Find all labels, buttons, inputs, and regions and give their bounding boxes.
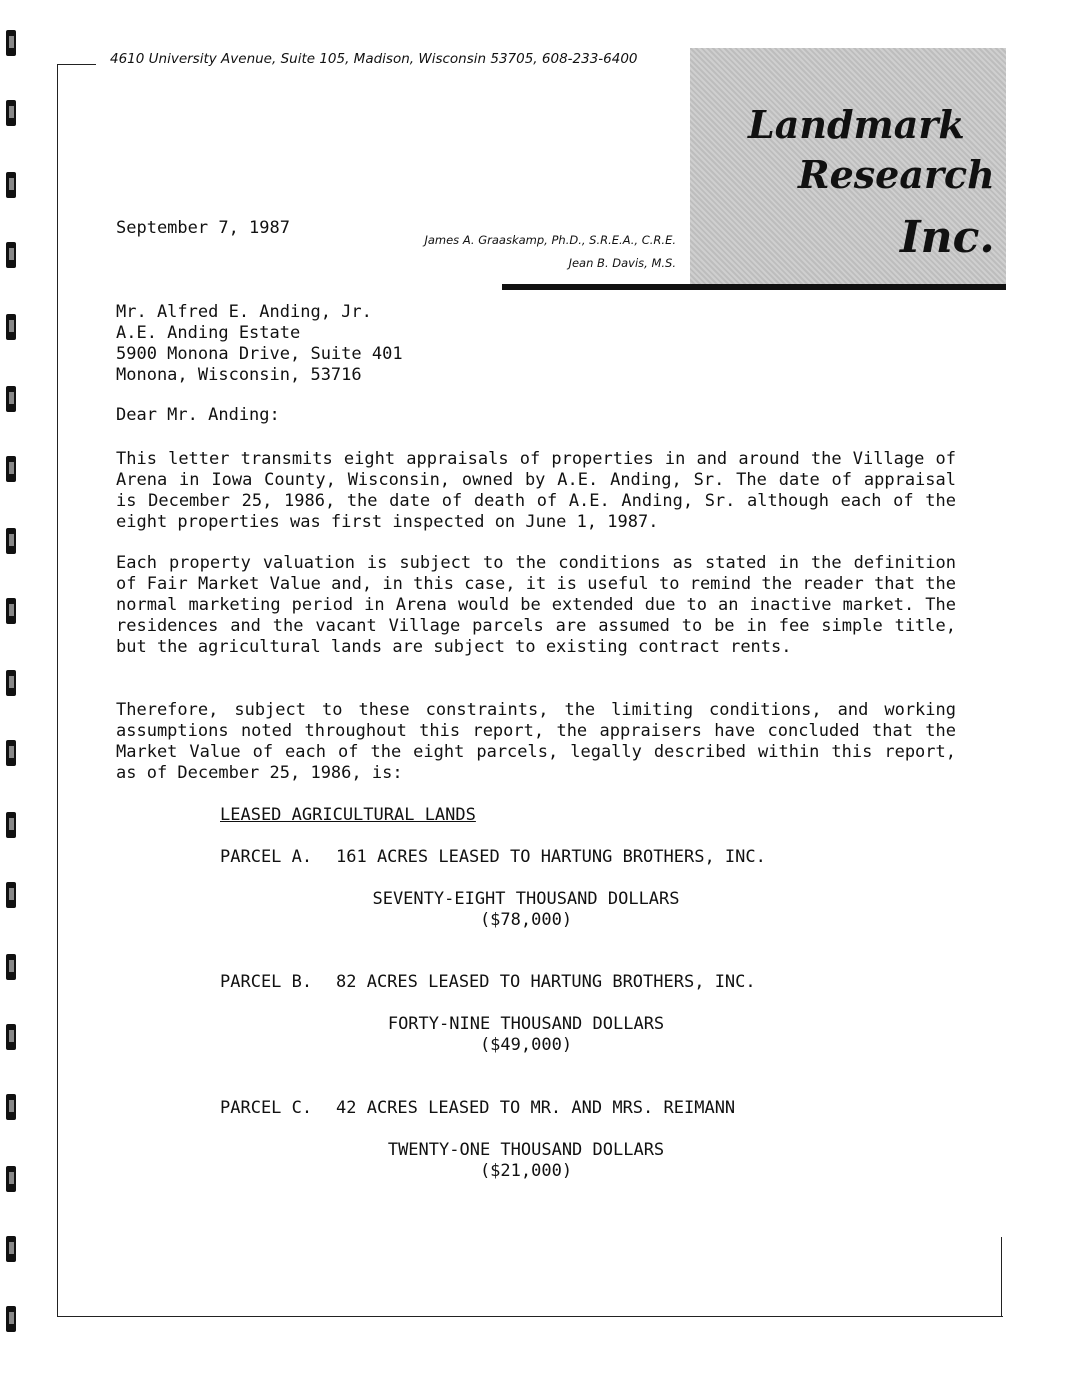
binder-hole <box>6 954 16 980</box>
binder-hole <box>6 812 16 838</box>
staff-name: James A. Graaskamp, Ph.D., S.R.E.A., C.R.E. <box>424 233 676 247</box>
parcel-value <box>316 1014 736 1056</box>
binder-hole <box>6 1024 16 1050</box>
parcel-label: PARCEL B. <box>220 972 313 992</box>
parcel-description: 82 ACRES LEASED TO HARTUNG BROTHERS, INC. <box>336 972 756 992</box>
body-paragraph: Each property valuation is subject to the conditions as stated in the definition of Fair Market Value and, in this case, it is useful to remind the reader that the normal marketing period in Arena would be extended due to an inactive market. The residences and the vacant Village parcels are assumed to be in fee simple title, but the agricultural lands are subject to existing contract rents. <box>116 553 956 657</box>
parcel-value-words: TWENTY-ONE THOUSAND DOLLARS <box>387 1140 665 1160</box>
frame-line-bottom <box>57 1316 1003 1317</box>
binder-hole <box>6 1306 16 1332</box>
binder-hole <box>6 100 16 126</box>
binder-hole <box>6 740 16 766</box>
staff-name: Jean B. Davis, M.S. <box>568 256 676 270</box>
parcel-label: PARCEL C. <box>220 1098 313 1118</box>
addressee-line: Mr. Alfred E. Anding, Jr. <box>116 302 372 322</box>
parcel-description: 42 ACRES LEASED TO MR. AND MRS. REIMANN <box>336 1098 736 1118</box>
parcel-value <box>316 889 736 931</box>
binder-hole <box>6 598 16 624</box>
parcel-value-words: SEVENTY-EIGHT THOUSAND DOLLARS <box>372 889 680 909</box>
parcel-value-number: ($78,000) <box>479 910 573 930</box>
binder-hole <box>6 386 16 412</box>
binder-hole <box>6 528 16 554</box>
binder-hole <box>6 1236 16 1262</box>
logo-text-inc: Inc. <box>900 212 995 263</box>
parcel-value-words: FORTY-NINE THOUSAND DOLLARS <box>387 1014 665 1034</box>
binder-hole <box>6 30 16 56</box>
binder-hole <box>6 882 16 908</box>
addressee-line: A.E. Anding Estate <box>116 323 301 343</box>
frame-line-right <box>1001 1237 1002 1317</box>
binder-hole <box>6 1166 16 1192</box>
binder-hole <box>6 1094 16 1120</box>
logo-text-research: Research <box>798 152 995 197</box>
addressee-block <box>116 302 403 386</box>
company-logo <box>690 48 1006 284</box>
parcel-value-number: ($21,000) <box>479 1161 573 1181</box>
frame-line-top <box>58 64 96 65</box>
parcel-label: PARCEL A. <box>220 847 313 867</box>
addressee-line: Monona, Wisconsin, 53716 <box>116 365 362 385</box>
addressee-line: 5900 Monona Drive, Suite 401 <box>116 344 403 364</box>
letterhead-address: 4610 University Avenue, Suite 105, Madison, Wisconsin 53705, 608-233-6400 <box>110 51 638 67</box>
binder-hole <box>6 670 16 696</box>
binder-hole <box>6 242 16 268</box>
body-paragraph: This letter transmits eight appraisals of properties in and around the Village of Arena in Iowa County, Wisconsin, owned by A.E. Anding, Sr. The date of appraisal is December 25, 1986, the date of death of A.E. Anding, Sr. although each of the eight properties was first inspected on June 1, 1987. <box>116 449 956 532</box>
parcel-value <box>316 1140 736 1182</box>
parcel-heading <box>220 1098 735 1118</box>
parcel-value-number: ($49,000) <box>479 1035 573 1055</box>
frame-line-left <box>57 64 58 1317</box>
logo-text-landmark: Landmark <box>748 102 965 147</box>
binder-hole <box>6 314 16 340</box>
parcel-heading <box>220 847 766 867</box>
section-heading: LEASED AGRICULTURAL LANDS <box>220 805 476 825</box>
binder-hole <box>6 172 16 198</box>
binder-hole <box>6 456 16 482</box>
body-paragraph: Therefore, subject to these constraints, the limiting conditions, and working assumptions noted throughout this report, the appraisers have concluded that the Market Value of each of the eight parcels, legally described within this report, as of December 25, 1986, is: <box>116 700 956 783</box>
salutation: Dear Mr. Anding: <box>116 405 280 425</box>
parcel-heading <box>220 972 756 992</box>
letterhead-rule <box>502 284 1006 290</box>
parcel-description: 161 ACRES LEASED TO HARTUNG BROTHERS, INC. <box>336 847 766 867</box>
letter-date: September 7, 1987 <box>116 218 290 238</box>
